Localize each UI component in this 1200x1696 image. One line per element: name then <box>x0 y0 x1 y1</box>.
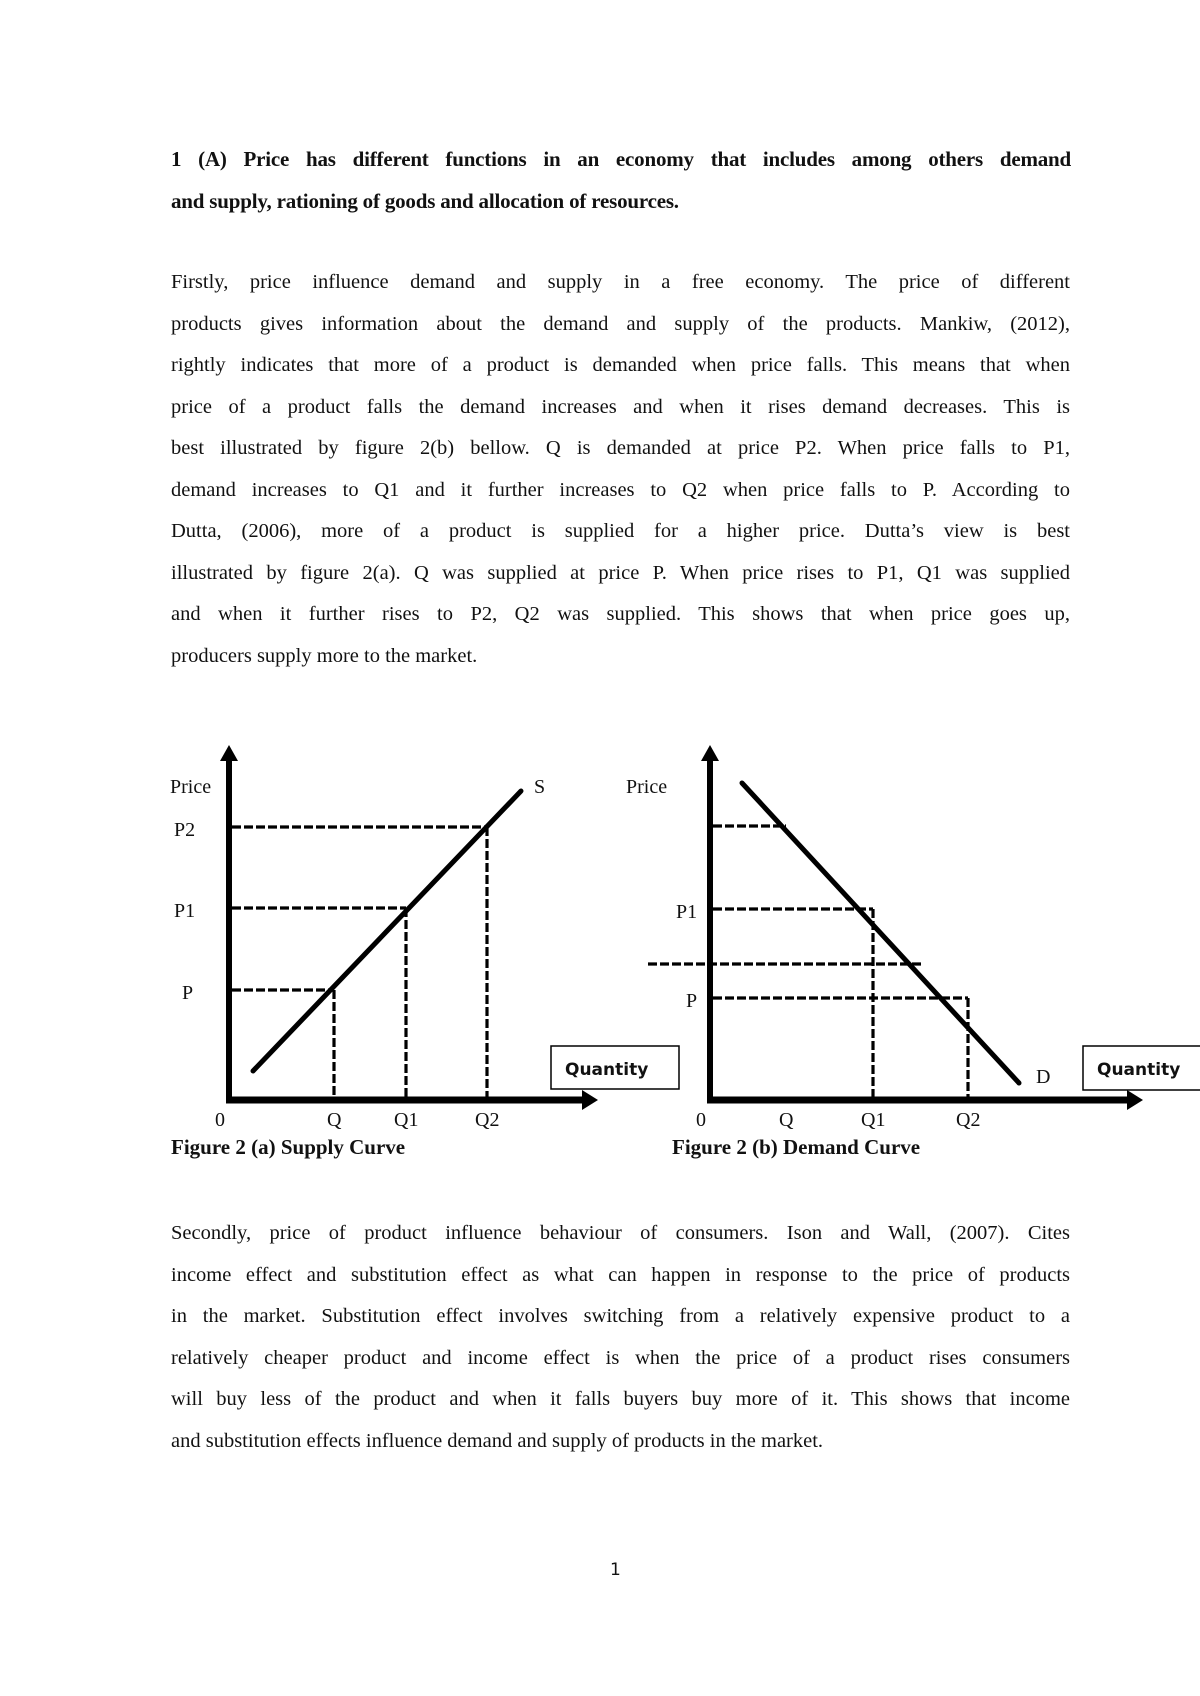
text-line: and when it further rises to P2, Q2 was supplied. This shows that when price goes up, <box>171 603 1070 625</box>
text-line: and substitution effects influence demand and supply of products in the market. <box>171 1429 824 1452</box>
y-tick-label-p: P <box>686 990 698 1012</box>
text-line: producers supply more to the market. <box>171 644 478 667</box>
x-tick-label-q1: Q1 <box>861 1109 886 1131</box>
quantity-axis-arrow-icon <box>582 1090 598 1110</box>
text-line: illustrated by figure 2(a). Q was supplied at price P. When price rises to P1, Q1 was supplied <box>171 561 1070 584</box>
text-line: products gives information about the demand and supply of the products. Mankiw, (2012), <box>171 312 1070 335</box>
x-tick-label-q1: Q1 <box>394 1109 419 1131</box>
y-tick-label-p2: P2 <box>174 819 196 841</box>
x-axis-label: Quantity <box>565 1060 649 1080</box>
text-line: will buy less of the product and when it falls buyers buy more of it. This shows that income <box>171 1388 1070 1410</box>
y-axis-label: Price <box>626 776 668 798</box>
origin-label: 0 <box>215 1109 225 1131</box>
y-tick-label-p1: P1 <box>676 901 698 923</box>
heading-line: and supply, rationing of goods and allocation of resources. <box>171 189 679 213</box>
x-tick-label-q2: Q2 <box>475 1109 500 1131</box>
curve-label: S <box>534 776 546 798</box>
curve-label: D <box>1036 1066 1051 1088</box>
origin-label: 0 <box>696 1109 706 1131</box>
paragraph-consumer-behaviour <box>171 1213 1070 1462</box>
page-number: 1 <box>610 1560 621 1580</box>
demand-curve-figure <box>626 745 1200 1131</box>
text-line: Secondly, price of product influence behaviour of consumers. Ison and Wall, (2007). Cites <box>171 1222 1070 1244</box>
x-tick-label-q: Q <box>779 1109 794 1131</box>
text-line: Firstly, price influence demand and supply in a free economy. The price of different <box>171 271 1070 293</box>
text-line: best illustrated by figure 2(b) bellow. Q is demanded at price P2. When price falls to P1, <box>171 437 1070 459</box>
heading-line: 1 (A) Price has different functions in an economy that includes among others demand <box>171 147 1071 171</box>
x-tick-label-q2: Q2 <box>956 1109 981 1131</box>
y-axis-label: Price <box>170 776 212 798</box>
text-line: relatively cheaper product and income effect is when the price of a product rises consumers <box>171 1346 1070 1369</box>
text-line: price of a product falls the demand increases and when it rises demand decreases. This is <box>171 395 1070 418</box>
y-tick-label-p1: P1 <box>174 900 196 922</box>
quantity-axis-arrow-icon <box>1127 1090 1143 1110</box>
text-line: Dutta, (2006), more of a product is supplied for a higher price. Dutta’s view is best <box>171 520 1070 542</box>
x-axis-label: Quantity <box>1097 1060 1181 1080</box>
supply-curve-figure <box>170 745 679 1131</box>
text-line: rightly indicates that more of a product is demanded when price falls. This means that when <box>171 354 1070 376</box>
y-tick-label-p: P <box>182 982 194 1004</box>
figure-caption-supply: Figure 2 (a) Supply Curve <box>171 1135 406 1159</box>
price-axis-arrow-icon <box>701 745 719 761</box>
supply-curve-line <box>253 791 521 1071</box>
text-line: demand increases to Q1 and it further increases to Q2 when price falls to P. According to <box>171 478 1070 501</box>
price-axis-arrow-icon <box>220 745 238 761</box>
demand-curve-line <box>742 783 1019 1083</box>
figure-caption-demand: Figure 2 (b) Demand Curve <box>672 1135 921 1159</box>
text-line: in the market. Substitution effect involves switching from a relatively expensive product to a <box>171 1305 1070 1327</box>
text-line: income effect and substitution effect as what can happen in response to the price of products <box>171 1263 1070 1286</box>
x-tick-label-q: Q <box>327 1109 342 1131</box>
